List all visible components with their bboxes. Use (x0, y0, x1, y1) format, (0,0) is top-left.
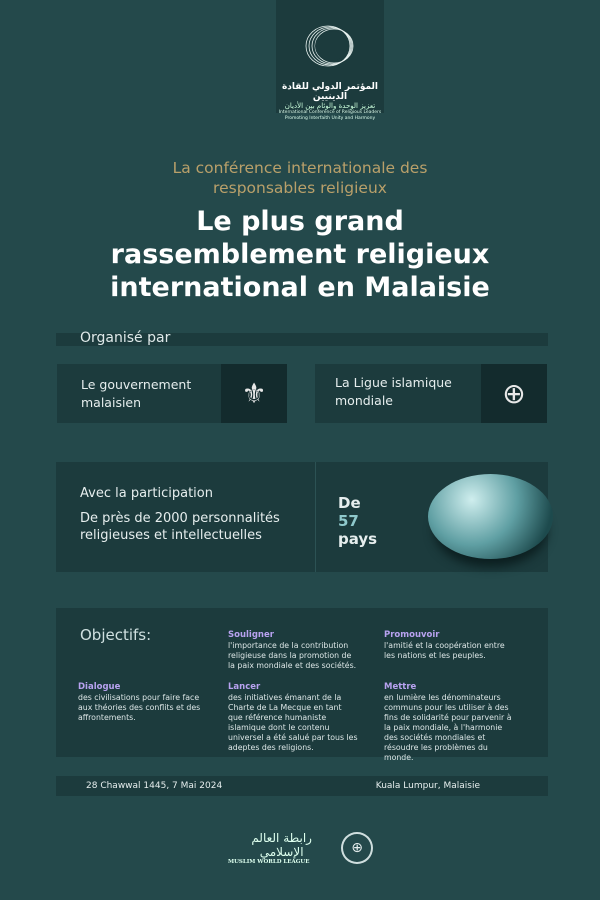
participation-panel (56, 462, 548, 572)
objectives-title: Objectifs: (80, 626, 152, 644)
objective-text: des initiatives émanant de la Charte de La Mecque en tant que référence humaniste islamique dont le contenu universel a été salué par tous les adeptes des religions. (228, 693, 358, 752)
mwl-seal-icon: ⊕ (341, 832, 373, 864)
organized-label: Organisé par (80, 330, 171, 346)
objective-item (228, 682, 358, 753)
logo-english: International Conference of Religious Leaders (278, 110, 382, 115)
objective-text: en lumière les dénominateurs communs pour les utiliser à des fins de solidarité pour parvenir à la paix mondiale, à l'harmonie des sociétés mondiales et résoudre les problèmes du monde. (384, 693, 512, 762)
organizer-name: La Ligue islamique mondiale (335, 375, 452, 408)
objective-item (384, 682, 514, 763)
footer-arabic: رابطة العالم الإسلامي (251, 831, 312, 859)
organizer-malaysia (57, 364, 287, 423)
objective-item (228, 630, 358, 671)
subtitle: La conférence internationale des responsables religieux (172, 159, 428, 197)
event-info-bar (56, 776, 548, 796)
objective-text: des civilisations pour faire face aux théories des conflits et des affrontements. (78, 693, 201, 722)
logo-english-sub: Promoting Interfaith Unity and Harmony (284, 116, 376, 121)
mwl-footer-logo (228, 828, 373, 868)
participation-detail: De près de 2000 personnalités religieuses et intellectuelles (80, 511, 280, 543)
objective-head: Souligner (228, 630, 274, 640)
malaysia-emblem-icon: ⚜ (221, 364, 287, 423)
participation-heading: Avec la participation (80, 486, 213, 501)
organizer-name: Le gouvernement malaisien (81, 377, 192, 410)
conference-logo (276, 0, 384, 121)
organizer-mwl (315, 364, 547, 423)
objective-head: Promouvoir (384, 630, 440, 640)
logo-arabic-sub: تعزيز الوحدة والوئام بين الأديان (284, 102, 376, 110)
objective-head: Lancer (228, 682, 261, 692)
ring-logo-icon (300, 16, 360, 76)
count-value: 57 (338, 512, 359, 530)
logo-arabic: المؤتمر الدولي للقادة الدينيين (281, 82, 378, 102)
objective-text: l'amitié et la coopération entre les nations et les peuples. (384, 641, 505, 660)
divider (315, 462, 316, 572)
objective-head: Dialogue (78, 682, 121, 692)
count-prefix: De (338, 494, 361, 512)
event-date: 28 Chawwal 1445, 7 Mai 2024 (86, 781, 223, 791)
globe-icon (428, 474, 553, 559)
footer-english: MUSLIM WORLD LEAGUE (228, 859, 310, 865)
count-suffix: pays (338, 530, 378, 548)
event-location: Kuala Lumpur, Malaisie (375, 781, 480, 791)
mwl-emblem-icon: ⊕ (481, 364, 547, 423)
objective-text: l'importance de la contribution religieuse dans la promotion de la paix mondiale et des sociétés. (228, 641, 357, 670)
objective-item (78, 682, 208, 723)
country-count (338, 494, 377, 548)
objectives-panel (56, 608, 548, 762)
objective-head: Mettre (384, 682, 417, 692)
objective-item (384, 630, 514, 661)
page-title: Le plus grand rassemblement religieux international en Malaisie (110, 206, 490, 303)
